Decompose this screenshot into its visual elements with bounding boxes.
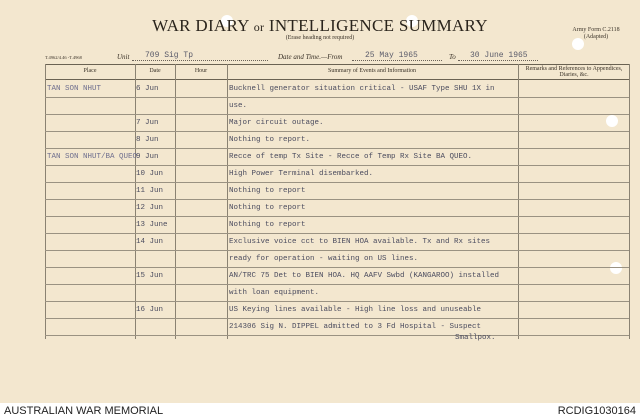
column-rule	[629, 64, 630, 339]
to-label: To	[449, 53, 456, 61]
column-rule	[175, 64, 176, 339]
row-summary: Smallpox.	[455, 334, 496, 342]
date-from-dotline	[352, 60, 442, 61]
row-place: TAN SON NHUT	[47, 85, 102, 93]
print-reference: T.4962/4.46 -T.4968	[45, 55, 82, 60]
punch-hole	[606, 115, 618, 127]
column-header-place: Place	[83, 68, 97, 74]
title-or: or	[253, 20, 265, 34]
row-summary: use.	[229, 102, 248, 110]
row-date: 12 Jun	[136, 204, 164, 212]
row-date: 9 Jun	[136, 153, 159, 161]
table-top-rule	[45, 64, 629, 65]
row-summary: Major circuit outage.	[229, 119, 324, 127]
row-rule	[45, 165, 629, 166]
row-summary: Exclusive voice cct to BIEN HOA available. Tx and Rx sites	[229, 238, 491, 246]
row-rule	[45, 148, 629, 149]
footer-record-id: RCDIG1030164	[557, 405, 636, 417]
row-rule	[45, 284, 629, 285]
row-date: 16 Jun	[136, 306, 164, 314]
row-rule	[45, 216, 629, 217]
row-rule	[45, 267, 629, 268]
row-date: 15 Jun	[136, 272, 164, 280]
row-summary: ready for operation - waiting on US lines.	[229, 255, 419, 263]
row-rule	[45, 182, 629, 183]
column-rule	[227, 64, 228, 339]
form-label	[560, 27, 632, 41]
date-to-dotline	[458, 60, 538, 61]
row-summary: High Power Terminal disembarked.	[229, 170, 374, 178]
column-header-hour: Hour	[194, 68, 208, 74]
title-war-diary: WAR DIARY	[152, 16, 250, 35]
row-summary: with loan equipment.	[229, 289, 320, 297]
title-intelligence-summary: INTELLIGENCE SUMMARY	[268, 16, 488, 35]
row-date: 7 Jun	[136, 119, 159, 127]
row-rule	[45, 318, 629, 319]
row-summary: Bucknell generator situation critical - USAF Type SHU 1X in	[229, 85, 495, 93]
column-header-date: Date	[149, 68, 161, 74]
row-rule	[45, 114, 629, 115]
row-date: 10 Jun	[136, 170, 164, 178]
page-title	[150, 16, 490, 36]
form-note: (Adapted)	[583, 34, 609, 40]
form-name: Army Form C.2118	[572, 27, 620, 33]
row-rule	[45, 131, 629, 132]
column-rule	[518, 64, 519, 339]
row-date: 8 Jun	[136, 136, 159, 144]
row-summary: 214306 Sig N. DIPPEL admitted to 3 Fd Hospital - Suspect	[229, 323, 482, 331]
date-from-value: 25 May 1965	[365, 51, 418, 60]
column-header-summary: Summary of Events and Information	[328, 68, 416, 74]
row-rule	[45, 97, 629, 98]
column-rule	[135, 64, 136, 339]
row-date: 14 Jun	[136, 238, 164, 246]
unit-dotline	[132, 60, 268, 61]
unit-label: Unit	[117, 53, 130, 61]
header-bottom-rule	[45, 79, 629, 80]
row-summary: AN/TRC 75 Det to BIEN HOA. HQ AAFV Swbd (KANGAROO) installed	[229, 272, 500, 280]
row-date: 11 Jun	[136, 187, 164, 195]
row-rule	[45, 250, 629, 251]
row-rule	[45, 335, 629, 336]
footer-archive-name: AUSTRALIAN WAR MEMORIAL	[4, 405, 164, 417]
subtitle: (Erase heading not required)	[285, 35, 355, 41]
date-to-value: 30 June 1965	[470, 51, 528, 60]
punch-hole	[610, 262, 622, 274]
row-date: 6 Jun	[136, 85, 159, 93]
row-rule	[45, 301, 629, 302]
row-summary: Nothing to report	[229, 204, 306, 212]
date-label: Date and Time.—From	[278, 53, 343, 61]
row-summary: Nothing to report	[229, 187, 306, 195]
row-place: TAN SON NHUT/BA QUEO	[47, 153, 138, 161]
row-rule	[45, 199, 629, 200]
column-rule	[45, 64, 46, 339]
row-rule	[45, 233, 629, 234]
row-date: 13 June	[136, 221, 168, 229]
unit-value: 709 Sig Tp	[145, 51, 194, 60]
row-summary: Nothing to report	[229, 221, 306, 229]
row-summary: Recce of temp Tx Site - Recce of Temp Rx Site BA QUEO.	[229, 153, 473, 161]
column-header-remarks: Remarks and References to Appendices, Diaries, &c.	[525, 66, 623, 78]
row-summary: US Keying lines available - High line loss and unuseable	[229, 306, 482, 314]
row-summary: Nothing to report.	[229, 136, 311, 144]
